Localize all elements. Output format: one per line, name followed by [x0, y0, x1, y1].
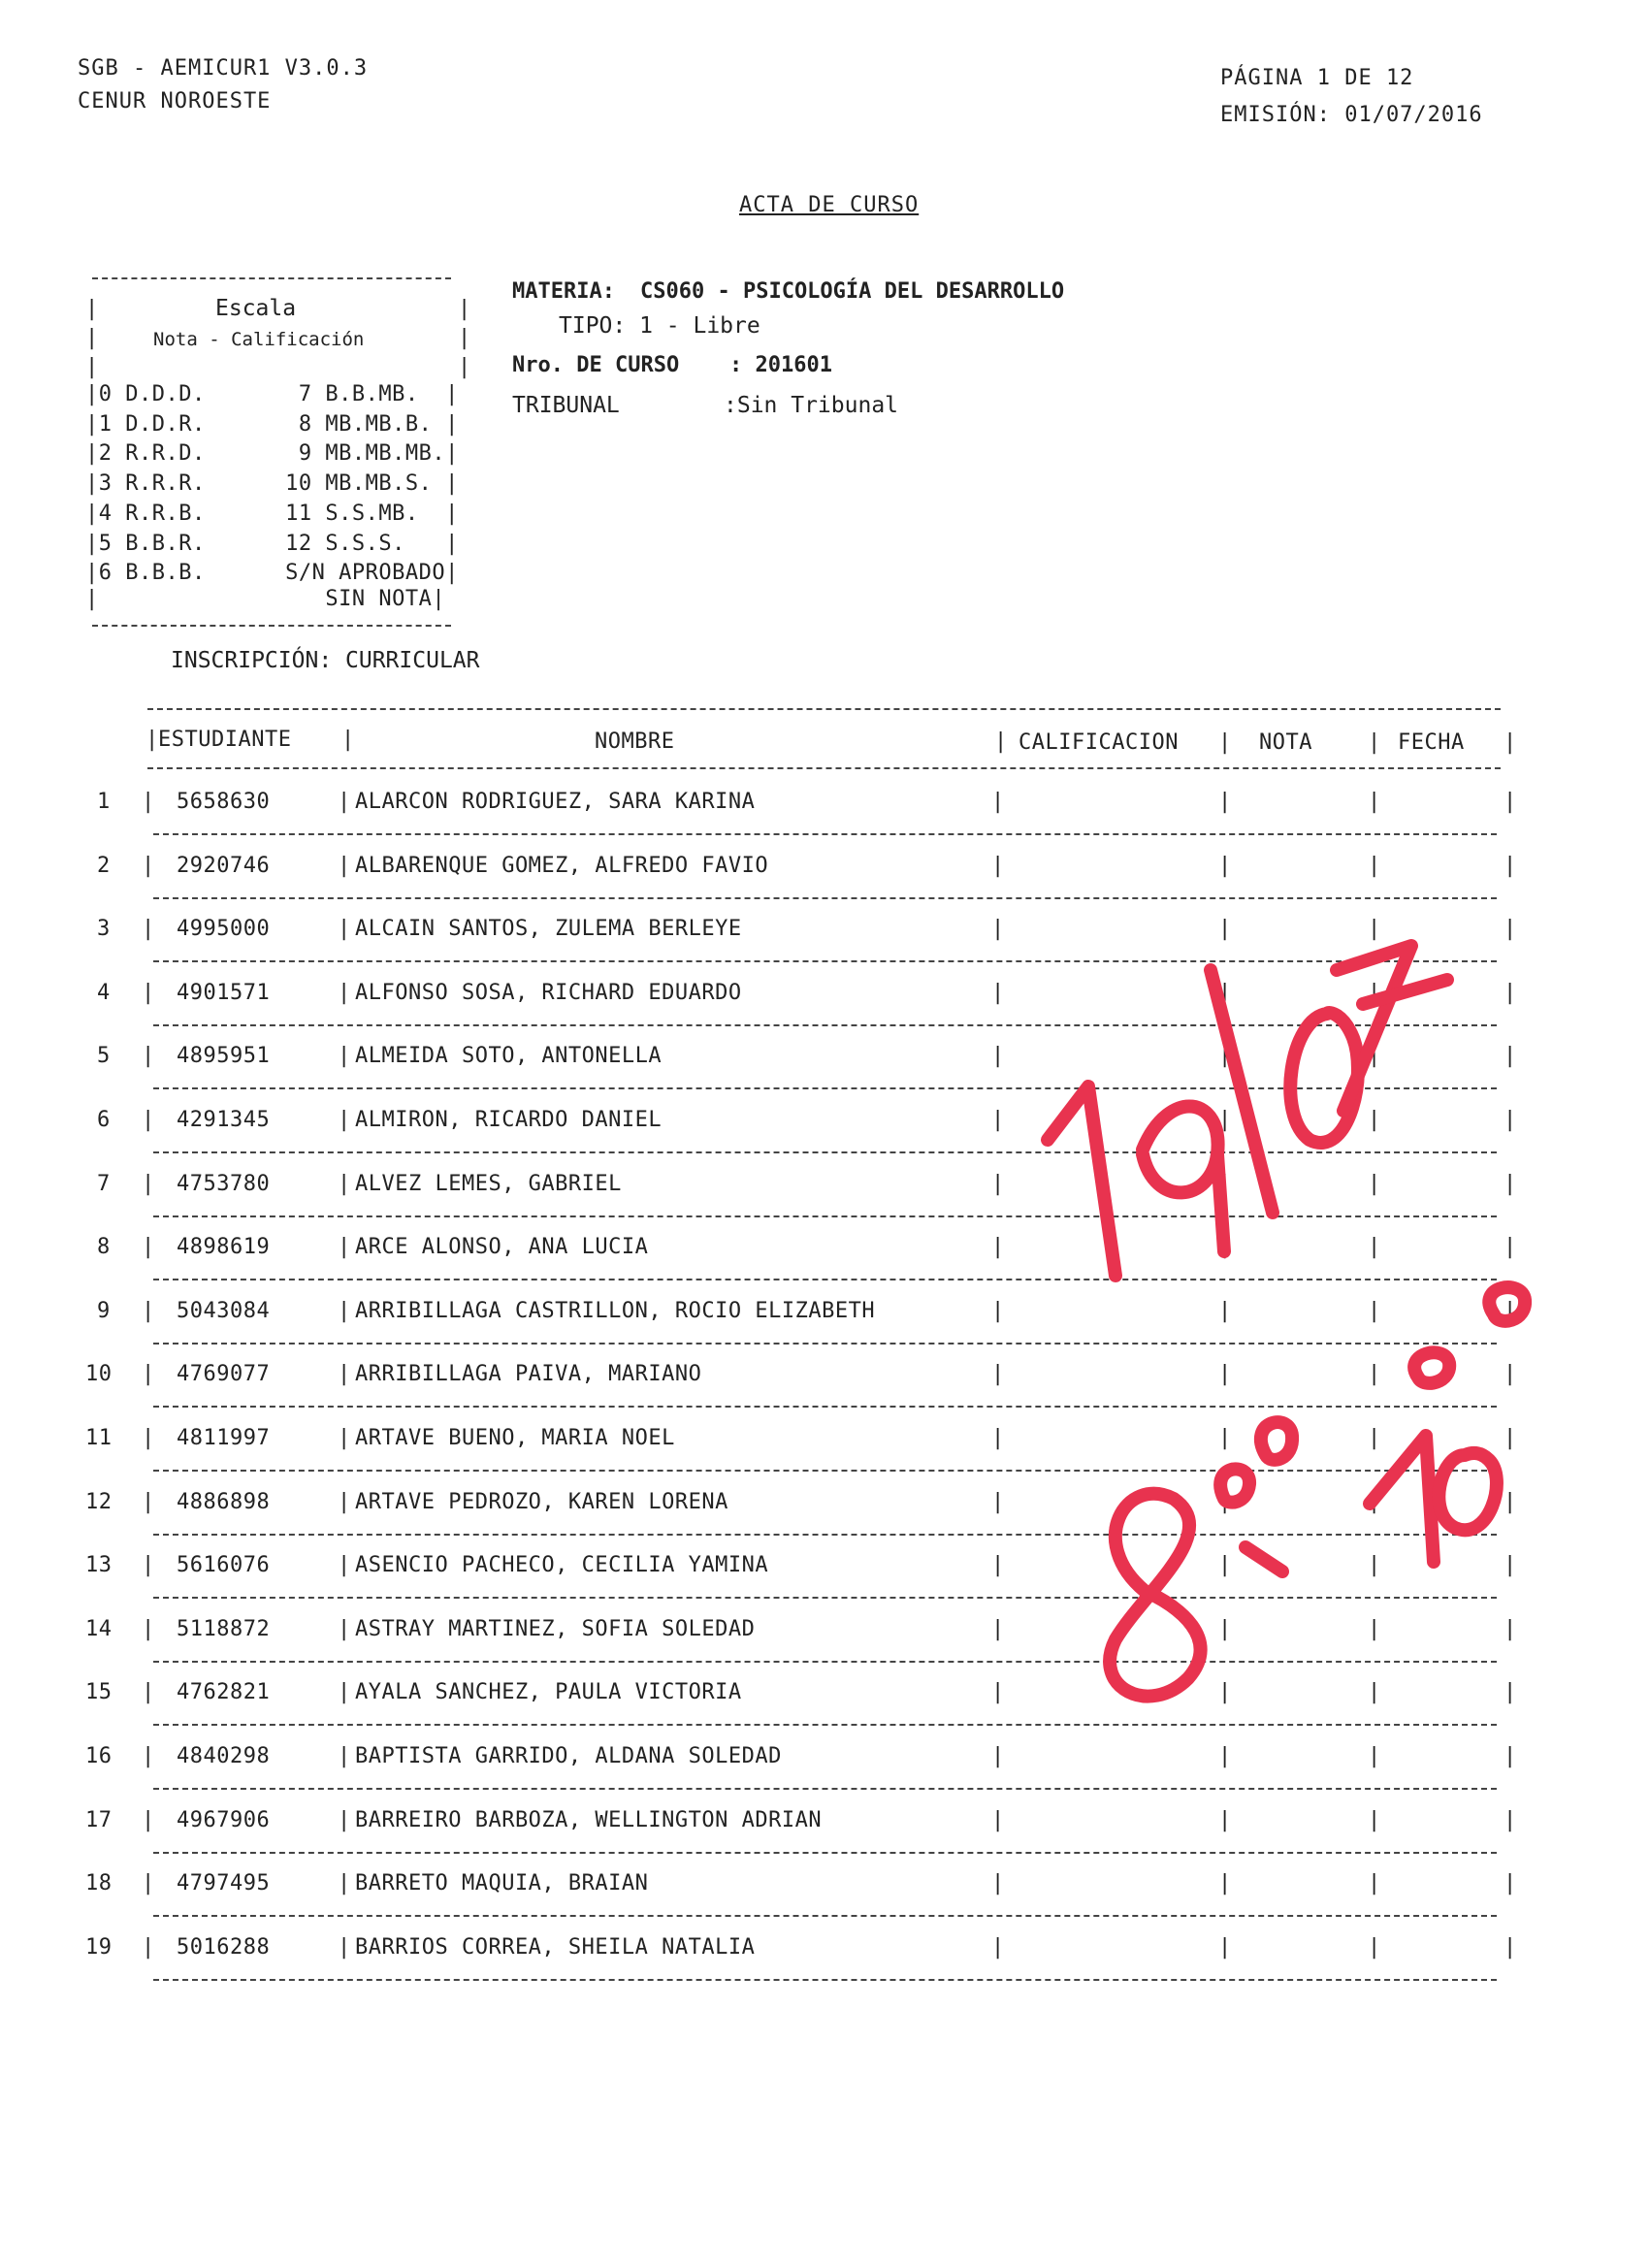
row-bar: | [338, 1871, 351, 1896]
row-bar: | [1218, 1362, 1232, 1387]
row-bar: | [338, 1298, 351, 1323]
row-bar: | [1368, 1489, 1381, 1514]
row-bar: | [991, 1235, 1005, 1260]
header-nombre: NOMBRE [595, 729, 675, 754]
row-bar: | [338, 1362, 351, 1387]
row-number: 19 [85, 1934, 113, 1960]
row-bar: | [142, 1298, 155, 1323]
row-bar: | [338, 1934, 351, 1960]
header-nota: NOTA [1259, 730, 1312, 755]
row-bar: | [338, 1553, 351, 1578]
row-number: 2 [97, 853, 111, 878]
student-name: BARRETO MAQUIA, BRAIAN [355, 1871, 649, 1896]
student-id: 5016288 [177, 1934, 271, 1960]
student-name: BARREIRO BARBOZA, WELLINGTON ADRIAN [355, 1807, 823, 1832]
handwritten-time-mark [1110, 1287, 1525, 1696]
student-name: ALMIRON, RICARDO DANIEL [355, 1108, 663, 1132]
nro-curso-label: Nro. DE CURSO [512, 353, 680, 377]
row-bar: | [1504, 1298, 1517, 1323]
row-bar: | [1218, 1298, 1232, 1323]
row-bar: | [991, 1171, 1005, 1196]
student-id: 4797495 [177, 1871, 271, 1896]
row-bar: | [142, 980, 155, 1005]
row-bar: | [991, 790, 1005, 814]
student-name: ASTRAY MARTINEZ, SOFIA SOLEDAD [355, 1616, 756, 1641]
row-bar: | [1368, 1553, 1381, 1578]
row-bar: | [991, 1934, 1005, 1960]
row-number: 15 [85, 1680, 113, 1705]
row-bar: | [1218, 1934, 1232, 1960]
student-id: 4762821 [177, 1680, 271, 1705]
row-bar: | [1368, 1298, 1381, 1323]
row-bar: | [1218, 1426, 1232, 1450]
row-bar: | [1218, 1616, 1232, 1641]
row-number: 4 [97, 980, 111, 1005]
row-bar: | [338, 1171, 351, 1196]
row-bar: | [338, 1235, 351, 1260]
row-bar: | [142, 1934, 155, 1960]
row-bar: | [338, 1616, 351, 1641]
row-bar: | [142, 1362, 155, 1387]
page-title: ACTA DE CURSO [739, 193, 920, 217]
student-name: ALBARENQUE GOMEZ, ALFREDO FAVIO [355, 853, 769, 878]
row-bar: | [1504, 1044, 1517, 1069]
handwritten-date-mark [1048, 946, 1447, 1276]
row-bar: | [1368, 790, 1381, 814]
student-id: 4291345 [177, 1108, 271, 1132]
student-id: 5658630 [177, 790, 271, 814]
row-bar: | [991, 853, 1005, 878]
row-bar: | [338, 1426, 351, 1450]
row-bar: | [142, 790, 155, 814]
row-bar: | [1504, 917, 1517, 942]
header-fecha: FECHA [1398, 730, 1465, 755]
row-bar: | [1368, 980, 1381, 1005]
row-number: 9 [97, 1298, 111, 1323]
student-id: 4995000 [177, 917, 271, 942]
row-bar: | [1218, 1235, 1232, 1260]
student-id: 4898619 [177, 1235, 271, 1260]
row-bar: | [1504, 1362, 1517, 1387]
row-bar: | [338, 980, 351, 1005]
row-number: 3 [97, 917, 111, 942]
row-bar: | [1504, 1489, 1517, 1514]
student-name: ASENCIO PACHECO, CECILIA YAMINA [355, 1553, 769, 1578]
row-bar: | [1504, 1108, 1517, 1132]
row-bar: | [1368, 1616, 1381, 1641]
row-number: 17 [85, 1807, 113, 1832]
scale-item: |2 R.R.D. 9 MB.MB.MB.| [85, 441, 459, 467]
scale-left-border-3: | [85, 355, 99, 379]
row-bar: | [991, 1489, 1005, 1514]
row-bar: | [338, 1489, 351, 1514]
row-bar: | [991, 1553, 1005, 1578]
row-bar: | [1218, 917, 1232, 942]
student-id: 4901571 [177, 980, 271, 1005]
emission-date: EMISIÓN: 01/07/2016 [1220, 103, 1483, 127]
row-bar: | [991, 1744, 1005, 1768]
student-id: 2920746 [177, 853, 271, 878]
row-bar: | [1504, 1744, 1517, 1768]
row-bar: | [1368, 1426, 1381, 1450]
tribunal-label: TRIBUNAL [512, 393, 620, 418]
scale-heading: Escala [215, 296, 297, 321]
row-bar: | [1368, 1744, 1381, 1768]
student-id: 4769077 [177, 1362, 271, 1387]
row-bar: | [142, 1616, 155, 1641]
student-name: ARRIBILLAGA CASTRILLON, ROCIO ELIZABETH [355, 1298, 876, 1323]
student-name: ARTAVE PEDROZO, KAREN LORENA [355, 1489, 728, 1514]
row-bar: | [1504, 1426, 1517, 1450]
header-estudiante: ESTUDIANTE [158, 728, 292, 752]
row-bar: | [338, 853, 351, 878]
row-bar: | [338, 1108, 351, 1132]
student-id: 4811997 [177, 1426, 271, 1450]
row-number: 12 [85, 1489, 113, 1514]
materia-label: MATERIA: [512, 279, 615, 304]
tipo: TIPO: 1 - Libre [559, 313, 760, 339]
student-name: ALFONSO SOSA, RICHARD EDUARDO [355, 980, 742, 1005]
row-bar: | [142, 1108, 155, 1132]
row-bar: | [991, 1426, 1005, 1450]
system-version: SGB - AEMICUR1 V3.0.3 [78, 56, 369, 81]
row-bar: | [1368, 1108, 1381, 1132]
student-id: 4840298 [177, 1744, 271, 1768]
row-bar: | [991, 1362, 1005, 1387]
scale-left-border-2: | [85, 326, 99, 350]
student-id: 4753780 [177, 1171, 271, 1196]
row-bar: | [991, 917, 1005, 942]
row-bar: | [142, 1807, 155, 1832]
scale-item: |3 R.R.R. 10 MB.MB.S. | [85, 471, 459, 497]
row-bar: | [991, 1871, 1005, 1896]
row-bar: | [338, 790, 351, 814]
row-bar: | [1504, 1171, 1517, 1196]
student-name: AYALA SANCHEZ, PAULA VICTORIA [355, 1680, 742, 1705]
row-bar: | [1218, 980, 1232, 1005]
row-number: 1 [97, 790, 111, 814]
row-bar: | [1218, 1171, 1232, 1196]
scale-item: |4 R.R.B. 11 S.S.MB. | [85, 501, 459, 526]
scale-item: |6 B.B.B. S/N APROBADO| [85, 561, 459, 586]
row-bar: | [142, 853, 155, 878]
row-bar: | [142, 1235, 155, 1260]
tribunal-value: :Sin Tribunal [724, 393, 899, 418]
row-bar: | [142, 917, 155, 942]
row-bar: | [991, 980, 1005, 1005]
row-bar: | [338, 1807, 351, 1832]
scale-item: |1 D.D.R. 8 MB.MB.B. | [85, 411, 459, 437]
row-number: 10 [85, 1362, 113, 1387]
row-bar: | [142, 1044, 155, 1069]
row-bar: | [1218, 1680, 1232, 1705]
row-bar: | [142, 1171, 155, 1196]
student-id: 5043084 [177, 1298, 271, 1323]
materia-value: CS060 - PSICOLOGÍA DEL DESARROLLO [640, 279, 1065, 304]
table-header-bar-2: | [341, 728, 355, 752]
nro-curso-value: : 201601 [729, 353, 832, 377]
row-bar: | [1368, 1871, 1381, 1896]
student-name: ALVEZ LEMES, GABRIEL [355, 1171, 622, 1196]
row-bar: | [991, 1044, 1005, 1069]
table-header-bar-5: | [1368, 730, 1381, 755]
header-calificacion: CALIFICACION [1018, 730, 1179, 755]
scale-item: |5 B.B.R. 12 S.S.S. | [85, 531, 459, 556]
row-bar: | [1504, 980, 1517, 1005]
row-bar: | [1368, 1934, 1381, 1960]
row-bar: | [1504, 1934, 1517, 1960]
row-bar: | [142, 1489, 155, 1514]
inscripcion: INSCRIPCIÓN: CURRICULAR [171, 648, 480, 673]
row-bar: | [1218, 1744, 1232, 1768]
row-number: 16 [85, 1744, 113, 1768]
row-bar: | [1218, 1553, 1232, 1578]
student-name: BAPTISTA GARRIDO, ALDANA SOLEDAD [355, 1744, 782, 1768]
row-bar: | [142, 1426, 155, 1450]
row-bar: | [338, 917, 351, 942]
student-name: BARRIOS CORREA, SHEILA NATALIA [355, 1934, 756, 1960]
row-bar: | [1218, 790, 1232, 814]
row-number: 8 [97, 1235, 111, 1260]
scale-item: | SIN NOTA| [85, 586, 446, 611]
row-bar: | [1504, 790, 1517, 814]
row-bar: | [1368, 1171, 1381, 1196]
row-bar: | [1218, 1871, 1232, 1896]
row-bar: | [1368, 1807, 1381, 1832]
scale-left-border: | [85, 297, 99, 321]
student-id: 4895951 [177, 1044, 271, 1069]
student-id: 5616076 [177, 1553, 271, 1578]
row-number: 5 [97, 1044, 111, 1069]
row-bar: | [1504, 1871, 1517, 1896]
row-number: 14 [85, 1616, 113, 1641]
row-bar: | [1504, 853, 1517, 878]
student-name: ALMEIDA SOTO, ANTONELLA [355, 1044, 663, 1069]
row-bar: | [142, 1553, 155, 1578]
row-number: 18 [85, 1871, 113, 1896]
student-name: ALARCON RODRIGUEZ, SARA KARINA [355, 790, 756, 814]
row-bar: | [991, 1298, 1005, 1323]
row-bar: | [1218, 853, 1232, 878]
row-bar: | [338, 1744, 351, 1768]
row-number: 7 [97, 1171, 111, 1196]
row-bar: | [142, 1680, 155, 1705]
row-bar: | [1218, 1807, 1232, 1832]
row-bar: | [991, 1680, 1005, 1705]
row-bar: | [338, 1680, 351, 1705]
student-name: ARTAVE BUENO, MARIA NOEL [355, 1426, 675, 1450]
row-bar: | [991, 1807, 1005, 1832]
table-header-bar-4: | [1218, 730, 1232, 755]
table-header-bar-3: | [994, 729, 1008, 754]
row-bar: | [142, 1744, 155, 1768]
row-bar: | [1368, 917, 1381, 942]
row-bar: | [142, 1871, 155, 1896]
row-bar: | [1368, 1362, 1381, 1387]
row-bar: | [1218, 1044, 1232, 1069]
student-id: 5118872 [177, 1616, 271, 1641]
row-bar: | [1368, 1235, 1381, 1260]
scale-item: |0 D.D.D. 7 B.B.MB. | [85, 382, 459, 406]
row-bar: | [1504, 1553, 1517, 1578]
scale-right-border-2: | [458, 326, 471, 350]
student-name: ARRIBILLAGA PAIVA, MARIANO [355, 1362, 702, 1387]
table-header-bar-6: | [1504, 730, 1517, 755]
row-bar: | [991, 1616, 1005, 1641]
student-id: 4967906 [177, 1807, 271, 1832]
row-bar: | [338, 1044, 351, 1069]
row-bar: | [991, 1108, 1005, 1132]
center-name: CENUR NOROESTE [78, 89, 272, 113]
scale-right-border: | [458, 297, 471, 321]
page-number: PÁGINA 1 DE 12 [1220, 66, 1414, 90]
student-name: ALCAIN SANTOS, ZULEMA BERLEYE [355, 917, 742, 942]
student-id: 4886898 [177, 1489, 271, 1514]
row-bar: | [1368, 853, 1381, 878]
row-bar: | [1504, 1807, 1517, 1832]
row-bar: | [1504, 1616, 1517, 1641]
student-name: ARCE ALONSO, ANA LUCIA [355, 1235, 649, 1260]
row-bar: | [1368, 1680, 1381, 1705]
table-header-bar-1: | [146, 728, 159, 752]
row-number: 13 [85, 1553, 113, 1578]
row-bar: | [1504, 1680, 1517, 1705]
scale-right-border-3: | [458, 355, 471, 379]
row-bar: | [1218, 1489, 1232, 1514]
scale-subheading: Nota - Calificación [153, 329, 365, 350]
row-number: 11 [85, 1426, 113, 1450]
row-number: 6 [97, 1108, 111, 1132]
row-bar: | [1218, 1108, 1232, 1132]
row-bar: | [1504, 1235, 1517, 1260]
row-bar: | [1368, 1044, 1381, 1069]
